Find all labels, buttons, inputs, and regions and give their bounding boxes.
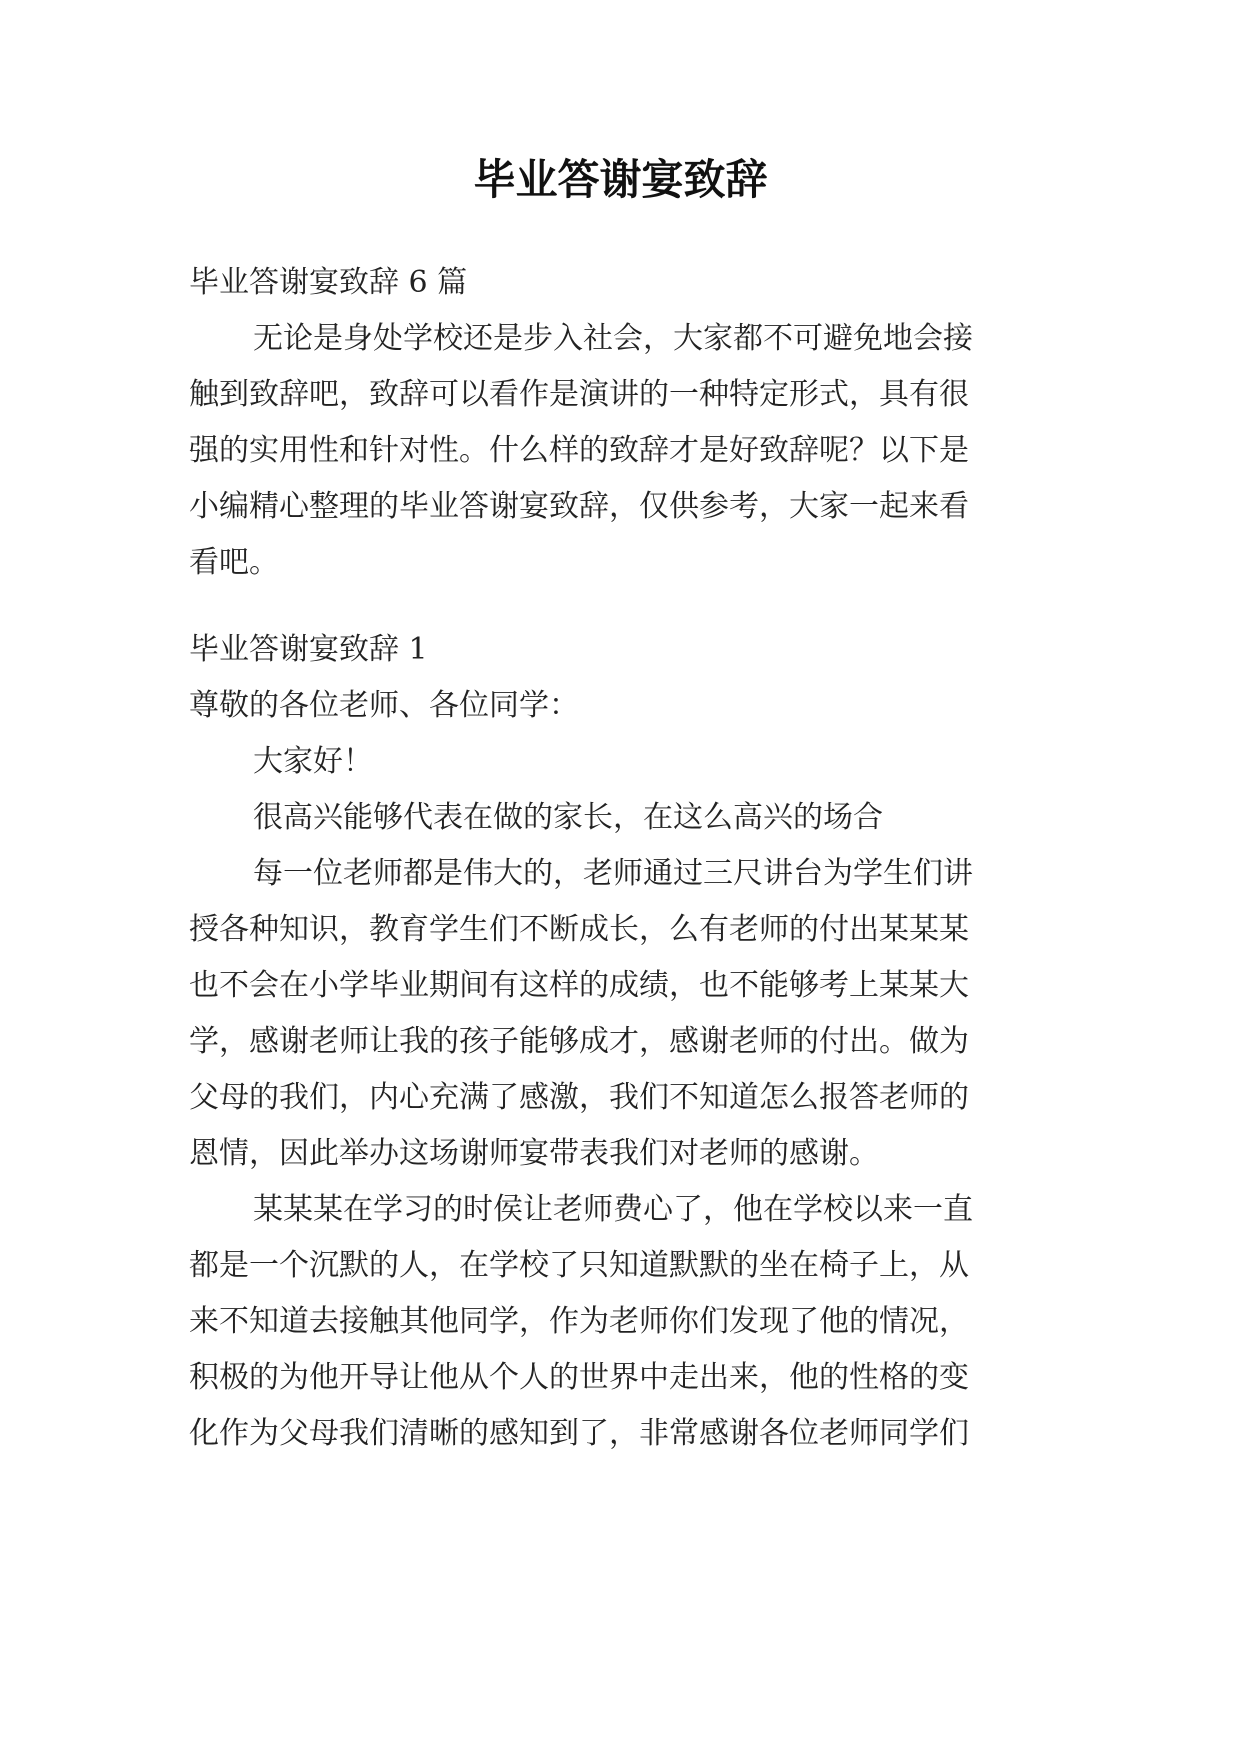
paragraph-teachers: [189, 846, 1049, 1182]
paragraph-line: 学，感谢老师让我的孩子能够成才，感谢老师的付出。做为: [189, 1024, 969, 1059]
paragraph-line: 授各种知识，教育学生们不断成长，么有老师的付出某某某: [189, 912, 969, 947]
paragraph-line: 某某某在学习的时侯让老师费心了，他在学校以来一直: [253, 1192, 973, 1227]
document-title: 毕业答谢宴致辞: [473, 155, 768, 204]
paragraph-line: 父母的我们，内心充满了感激，我们不知道怎么报答老师的: [189, 1080, 969, 1115]
intro-line: 触到致辞吧，致辞可以看作是演讲的一种特定形式，具有很: [189, 377, 969, 412]
intro-paragraph: [189, 311, 1049, 591]
intro-line: 看吧。: [189, 545, 279, 580]
paragraph-line: 都是一个沉默的人，在学校了只知道默默的坐在椅子上，从: [189, 1248, 969, 1283]
paragraph-line: 化作为父母我们清晰的感知到了，非常感谢各位老师同学们: [189, 1416, 969, 1451]
paragraph-line: 恩情，因此举办这场谢师宴带表我们对老师的感谢。: [189, 1136, 879, 1171]
intro-line: 小编精心整理的毕业答谢宴致辞，仅供参考，大家一起来看: [189, 489, 969, 524]
salutation: 尊敬的各位老师、各位同学：: [189, 688, 579, 723]
greeting: 大家好！: [253, 744, 373, 779]
document-subtitle: 毕业答谢宴致辞 6 篇: [189, 265, 468, 300]
paragraph-line: 来不知道去接触其他同学，作为老师你们发现了他的情况，: [189, 1304, 969, 1339]
paragraph-child: [189, 1182, 1049, 1462]
paragraph-line: 积极的为他开导让他从个人的世界中走出来，他的性格的变: [189, 1360, 969, 1395]
intro-line: 强的实用性和针对性。什么样的致辞才是好致辞呢？以下是: [189, 433, 969, 468]
opening-line: 很高兴能够代表在做的家长，在这么高兴的场合: [253, 800, 883, 835]
intro-line: 无论是身处学校还是步入社会，大家都不可避免地会接: [253, 321, 973, 356]
section-heading: 毕业答谢宴致辞 1: [189, 632, 428, 667]
paragraph-line: 每一位老师都是伟大的，老师通过三尺讲台为学生们讲: [253, 856, 973, 891]
paragraph-line: 也不会在小学毕业期间有这样的成绩，也不能够考上某某大: [189, 968, 969, 1003]
